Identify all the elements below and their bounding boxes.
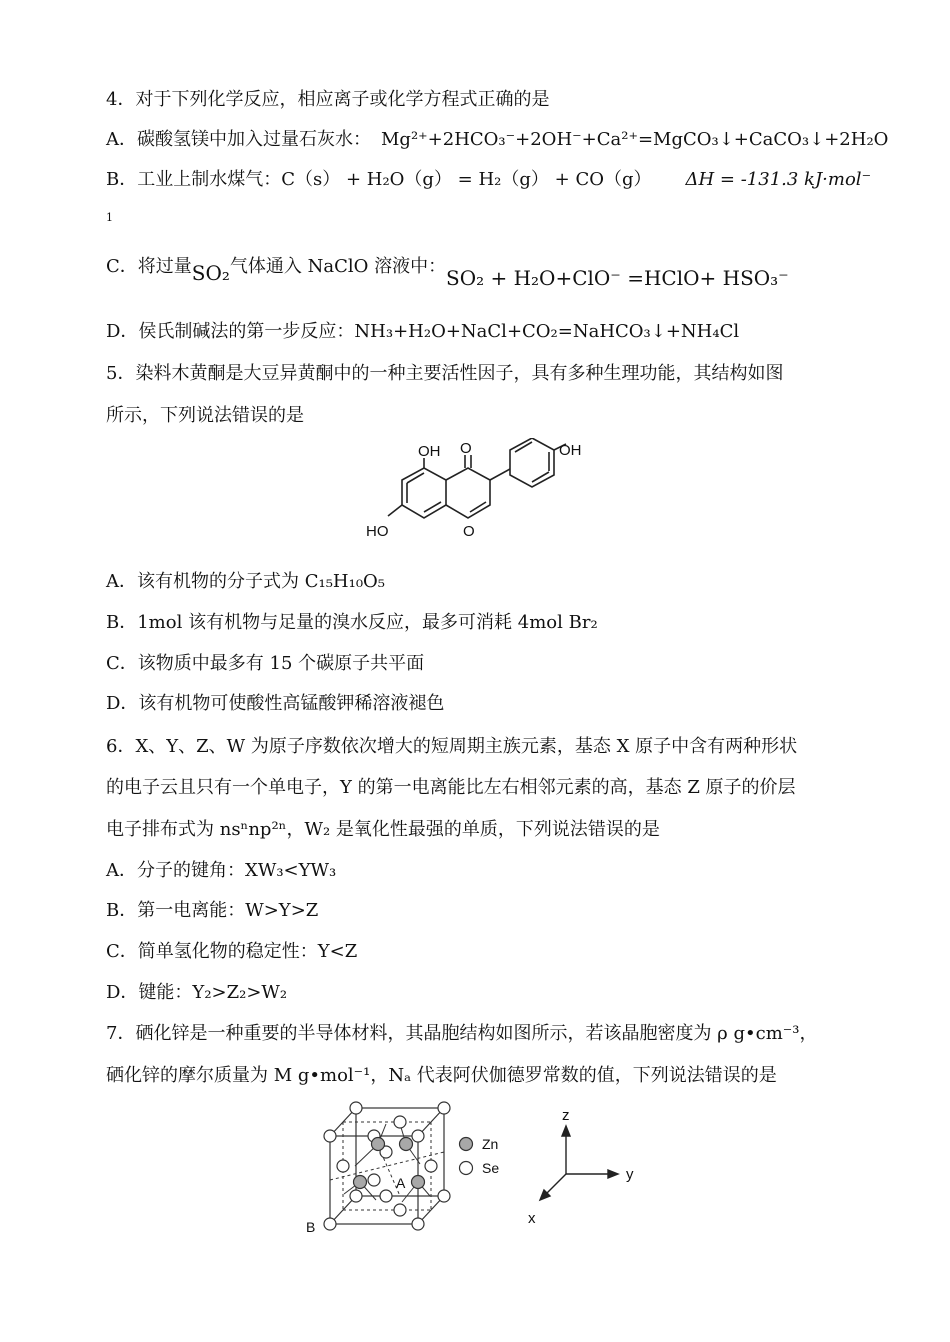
pyranone-ring xyxy=(446,468,490,518)
genistein-structure xyxy=(360,438,600,546)
q4-option-a-equation: Mg²⁺+2HCO₃⁻+2OH⁻+Ca²⁺=MgCO₃↓+CaCO₃↓+2H₂O xyxy=(381,129,889,150)
label-ho-left: HO xyxy=(366,523,389,540)
q4-option-c-mid: 气体通入 NaClO 溶液中： xyxy=(229,256,447,277)
q6-option-d: D．键能：Y₂>Z₂>W₂ xyxy=(106,982,288,1003)
axis-label-z: z xyxy=(562,1107,570,1124)
q6-stem-line2: 的电子云且只有一个单电子，Y 的第一电离能比左右相邻元素的高，基态 Z 原子的价层 xyxy=(106,777,796,798)
q4-option-a-text: A．碳酸氢镁中加入过量石灰水： xyxy=(106,129,371,150)
q4-option-b-enthalpy: ΔH = -131.3 kJ·mol⁻ xyxy=(685,169,872,190)
legend-se-marker xyxy=(460,1162,473,1175)
benzene-ring-b xyxy=(510,438,554,487)
q5-option-a: A．该有机物的分子式为 C₁₅H₁₀O₅ xyxy=(106,571,386,592)
benzene-ring-a xyxy=(402,468,446,518)
q4-option-d: D．侯氏制碱法的第一步反应：NH₃+H₂O+NaCl+CO₂=NaHCO₃↓+NH₄Cl xyxy=(106,321,740,342)
q4-option-c-pre: C．将过量 xyxy=(106,256,192,277)
coordinate-axes xyxy=(540,1126,618,1200)
axis-label-x: x xyxy=(528,1210,536,1227)
q6-option-b: B．第一电离能：W>Y>Z xyxy=(106,900,319,921)
label-o-ketone: O xyxy=(460,440,472,457)
q5-stem-line1: 5．染料木黄酮是大豆异黄酮中的一种主要活性因子，具有多种生理功能，其结构如图 xyxy=(106,363,784,384)
label-o-ring: O xyxy=(463,523,475,540)
legend-zn-label: Zn xyxy=(482,1136,499,1152)
legend-zn-marker xyxy=(460,1138,473,1151)
q7-stem-line2: 硒化锌的摩尔质量为 M g•mol⁻¹，Nₐ 代表阿伏伽德罗常数的值，下列说法错误的是 xyxy=(106,1065,777,1086)
q4-stem: 4．对于下列化学反应，相应离子或化学方程式正确的是 xyxy=(106,89,550,110)
q5-option-c: C．该物质中最多有 15 个碳原子共平面 xyxy=(106,653,425,674)
q4-option-a xyxy=(106,128,888,152)
q6-stem-line3: 电子排布式为 nsⁿnp²ⁿ，W₂ 是氧化性最强的单质，下列说法错误的是 xyxy=(106,819,660,840)
q5-option-d: D．该有机物可使酸性高锰酸钾稀溶液褪色 xyxy=(106,693,445,714)
q4-option-c-so2: SO₂ xyxy=(191,261,230,285)
q4-option-c xyxy=(106,253,447,285)
atom-label-b: B xyxy=(306,1219,316,1235)
atom-label-a: A xyxy=(396,1175,406,1191)
legend-se-label: Se xyxy=(482,1160,500,1176)
q4-option-c-equation: SO₂ + H₂O+ClO⁻ =HClO+ HSO₃⁻ xyxy=(446,266,789,290)
q6-option-a: A．分子的键角：XW₃<YW₃ xyxy=(106,860,337,881)
q7-stem-line1: 7．硒化锌是一种重要的半导体材料，其晶胞结构如图所示，若该晶胞密度为 ρ g•cm⁻³， xyxy=(106,1023,818,1044)
q4-option-b-text: B．工业上制水煤气：C（s） + H₂O（g） = H₂（g） + CO（g） xyxy=(106,169,652,190)
q4-option-b xyxy=(106,168,871,192)
q4-option-b-wrap: 1 xyxy=(106,211,113,224)
q6-option-c: C．简单氢化物的稳定性：Y<Z xyxy=(106,941,358,962)
axis-label-y: y xyxy=(626,1166,634,1183)
q5-option-b: B．1mol 该有机物与足量的溴水反应，最多可消耗 4mol Br₂ xyxy=(106,612,598,633)
legend xyxy=(460,1136,500,1176)
zn-atoms xyxy=(354,1138,425,1189)
znse-unit-cell-figure xyxy=(300,1096,660,1246)
label-oh-phenyl: OH xyxy=(559,442,582,459)
q5-stem-line2: 所示，下列说法错误的是 xyxy=(106,405,304,426)
label-oh-top: OH xyxy=(418,443,441,460)
q6-stem-line1: 6．X、Y、Z、W 为原子序数依次增大的短周期主族元素，基态 X 原子中含有两种形状 xyxy=(106,736,798,757)
